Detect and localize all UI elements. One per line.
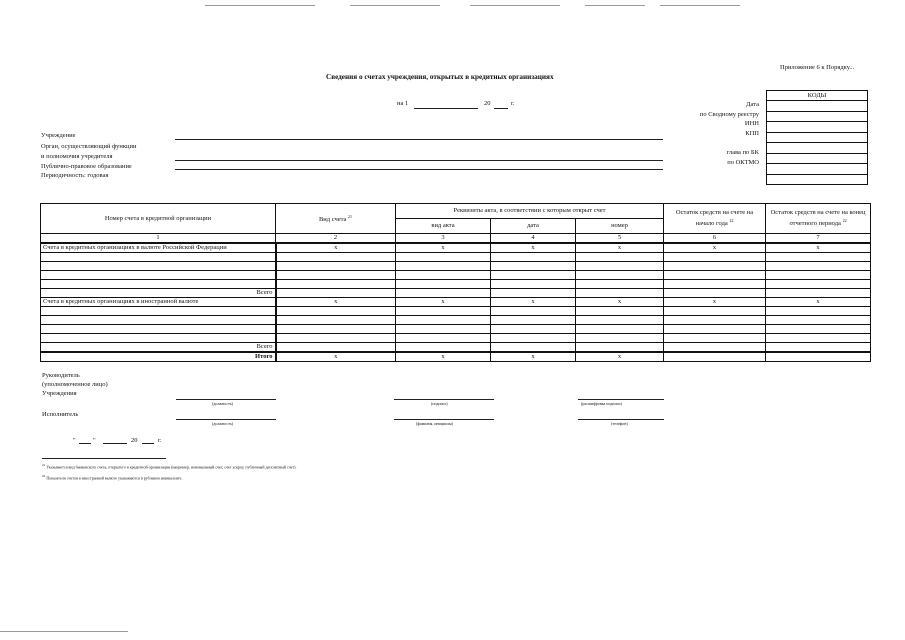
label-periodicity: Периодичность: годовая xyxy=(41,172,109,179)
sign-line-decoding xyxy=(578,399,664,400)
scan-artifact-line xyxy=(0,631,128,632)
footnote-22: $^{22}$ Показатели счетов в иностранной валюте указываются в рублевом эквиваленте. xyxy=(42,474,183,481)
codes-header: КОДЫ xyxy=(767,91,867,101)
col-number: 1 xyxy=(41,234,276,244)
grand-total-label: Итого xyxy=(41,352,276,362)
code-cell-kpp[interactable] xyxy=(767,133,867,144)
mark-cell: x xyxy=(276,298,396,307)
mark-cell: x xyxy=(664,243,766,253)
mark-cell: x xyxy=(576,352,664,362)
sign-line-position xyxy=(176,399,276,400)
codes-label: КПП xyxy=(745,129,759,137)
col-number: 6 xyxy=(664,234,766,244)
section-rub: Счета в кредитных организациях в валюте Российской Федерации xyxy=(41,243,276,253)
scan-artifact-line xyxy=(660,5,740,6)
label-executor: Исполнитель xyxy=(42,411,79,418)
sign-date-year: 20 xyxy=(131,437,138,444)
codes-label: ИНН xyxy=(744,120,759,128)
page-title: Сведения о счетах учреждения, открытых в кредитных организациях xyxy=(326,73,554,81)
header-requisites: Реквизиты акта, в соответствии с которым открыт счет xyxy=(396,204,664,219)
mark-cell: x xyxy=(396,298,491,307)
codes-label: Дата xyxy=(746,101,759,108)
sign-date-day xyxy=(79,443,91,444)
table-row[interactable] xyxy=(41,334,871,343)
caption-position: (должность) xyxy=(212,421,233,426)
date-year-blank xyxy=(494,108,508,109)
table-row[interactable] xyxy=(41,271,871,280)
table-row[interactable] xyxy=(41,280,871,289)
codes-label: глава по БК xyxy=(726,148,759,156)
scan-artifact-line xyxy=(470,5,560,6)
date-prefix: на 1 xyxy=(397,100,409,107)
sign-date-quote-open: " xyxy=(73,437,76,444)
code-cell-inn[interactable] xyxy=(767,122,867,133)
mark-cell: x xyxy=(576,298,664,307)
mark-cell: x xyxy=(491,352,576,362)
mark-cell: x xyxy=(491,298,576,307)
table-row xyxy=(41,298,871,307)
mark-cell: x xyxy=(396,352,491,362)
sign-date-month xyxy=(103,443,127,444)
institution-line xyxy=(175,139,663,140)
date-blank xyxy=(414,108,478,109)
appendix-note: Приложение 6 к Порядку... xyxy=(780,64,855,71)
codes-box xyxy=(766,90,868,185)
date-year-prefix: 20 xyxy=(484,100,491,107)
code-cell-oktmo[interactable] xyxy=(767,164,867,175)
sign-line-signature xyxy=(394,399,494,400)
code-cell-bk[interactable] xyxy=(767,154,867,165)
code-cell-blank[interactable] xyxy=(767,175,867,185)
caption-decoding: (расшифровка подписи) xyxy=(581,401,622,406)
scan-artifact-line xyxy=(350,5,440,6)
col-number: 2 xyxy=(276,234,396,244)
scan-artifact-line xyxy=(205,5,315,6)
table-row-total xyxy=(41,343,871,353)
code-cell-registry[interactable] xyxy=(767,112,867,123)
section-fx: Счета в кредитных организациях в иностранной валюте xyxy=(41,298,276,307)
header-account: Номер счета в кредитной организации xyxy=(41,204,276,234)
codes-label: по Сводному реестру xyxy=(699,110,759,118)
header-balance-end: Остаток средств на счете на конец отчетного периода $^{22}$ xyxy=(766,204,871,234)
label-founder-1: Орган, осуществляющий функции xyxy=(41,143,137,150)
header-balance-start: Остаток средств на счете на начало года $^{22}$ xyxy=(664,204,766,234)
mark-cell: x xyxy=(491,243,576,253)
footnote-divider xyxy=(42,458,166,459)
caption-position: (должность) xyxy=(212,401,233,406)
col-number: 7 xyxy=(766,234,871,244)
sign-date-year-blank xyxy=(142,443,154,444)
codes-label xyxy=(700,138,759,148)
public-entity-line xyxy=(175,169,663,170)
header-act-type: вид акта xyxy=(396,219,491,234)
caption-signature: (подпись) xyxy=(431,401,448,406)
mark-cell: x xyxy=(276,243,396,253)
sign-date-quote-close: " xyxy=(93,437,96,444)
footnote-21: $^{21}$ Указывается вид банковского счета, открытого в кредитной организации (например, номинальный счет, счет эскроу, публичный депозитный счет). xyxy=(42,463,297,470)
label-founder-2: и полномочия учредителя xyxy=(41,153,113,160)
table-row[interactable] xyxy=(41,262,871,271)
date-year-suffix: г. xyxy=(511,100,515,107)
header-account-type: Вид счета $^{21}$ xyxy=(276,204,396,234)
table-row[interactable] xyxy=(41,325,871,334)
table-row-grand-total xyxy=(41,352,871,362)
caption-name: (фамилия, инициалы) xyxy=(416,421,453,426)
total-label: Всего xyxy=(41,343,276,353)
exec-line-name xyxy=(394,419,494,420)
scan-artifact-line xyxy=(585,5,645,6)
mark-cell: x xyxy=(396,243,491,253)
accounts-table xyxy=(40,203,871,362)
code-cell-blank[interactable] xyxy=(767,143,867,154)
table-row-total xyxy=(41,289,871,298)
code-cell-date[interactable] xyxy=(767,101,867,112)
header-act-date: дата xyxy=(491,219,576,234)
sign-date-suffix: г. xyxy=(158,437,162,444)
col-number: 5 xyxy=(576,234,664,244)
total-label: Всего xyxy=(41,289,276,298)
mark-cell: x xyxy=(276,352,396,362)
label-head-authorized: (уполномоченное лицо) xyxy=(42,381,108,388)
label-public-entity: Публично-правовое образование xyxy=(41,163,132,170)
exec-line-phone xyxy=(578,419,664,420)
label-head-institution: Учреждения xyxy=(42,390,77,397)
caption-phone: (телефон) xyxy=(611,421,628,426)
codes-labels xyxy=(700,100,759,167)
label-institution: Учреждение xyxy=(41,132,76,139)
codes-label: по ОКТМО xyxy=(727,158,759,166)
table-row[interactable] xyxy=(41,253,871,262)
col-number: 4 xyxy=(491,234,576,244)
founder-line xyxy=(175,160,663,161)
col-number: 3 xyxy=(396,234,491,244)
mark-cell: x xyxy=(766,298,871,307)
exec-line-position xyxy=(176,419,276,420)
header-act-number: номер xyxy=(576,219,664,234)
table-row xyxy=(41,243,871,253)
table-row[interactable] xyxy=(41,316,871,325)
mark-cell: x xyxy=(576,243,664,253)
mark-cell: x xyxy=(664,298,766,307)
mark-cell: x xyxy=(766,243,871,253)
table-row[interactable] xyxy=(41,307,871,316)
label-head: Руководитель xyxy=(42,372,80,379)
